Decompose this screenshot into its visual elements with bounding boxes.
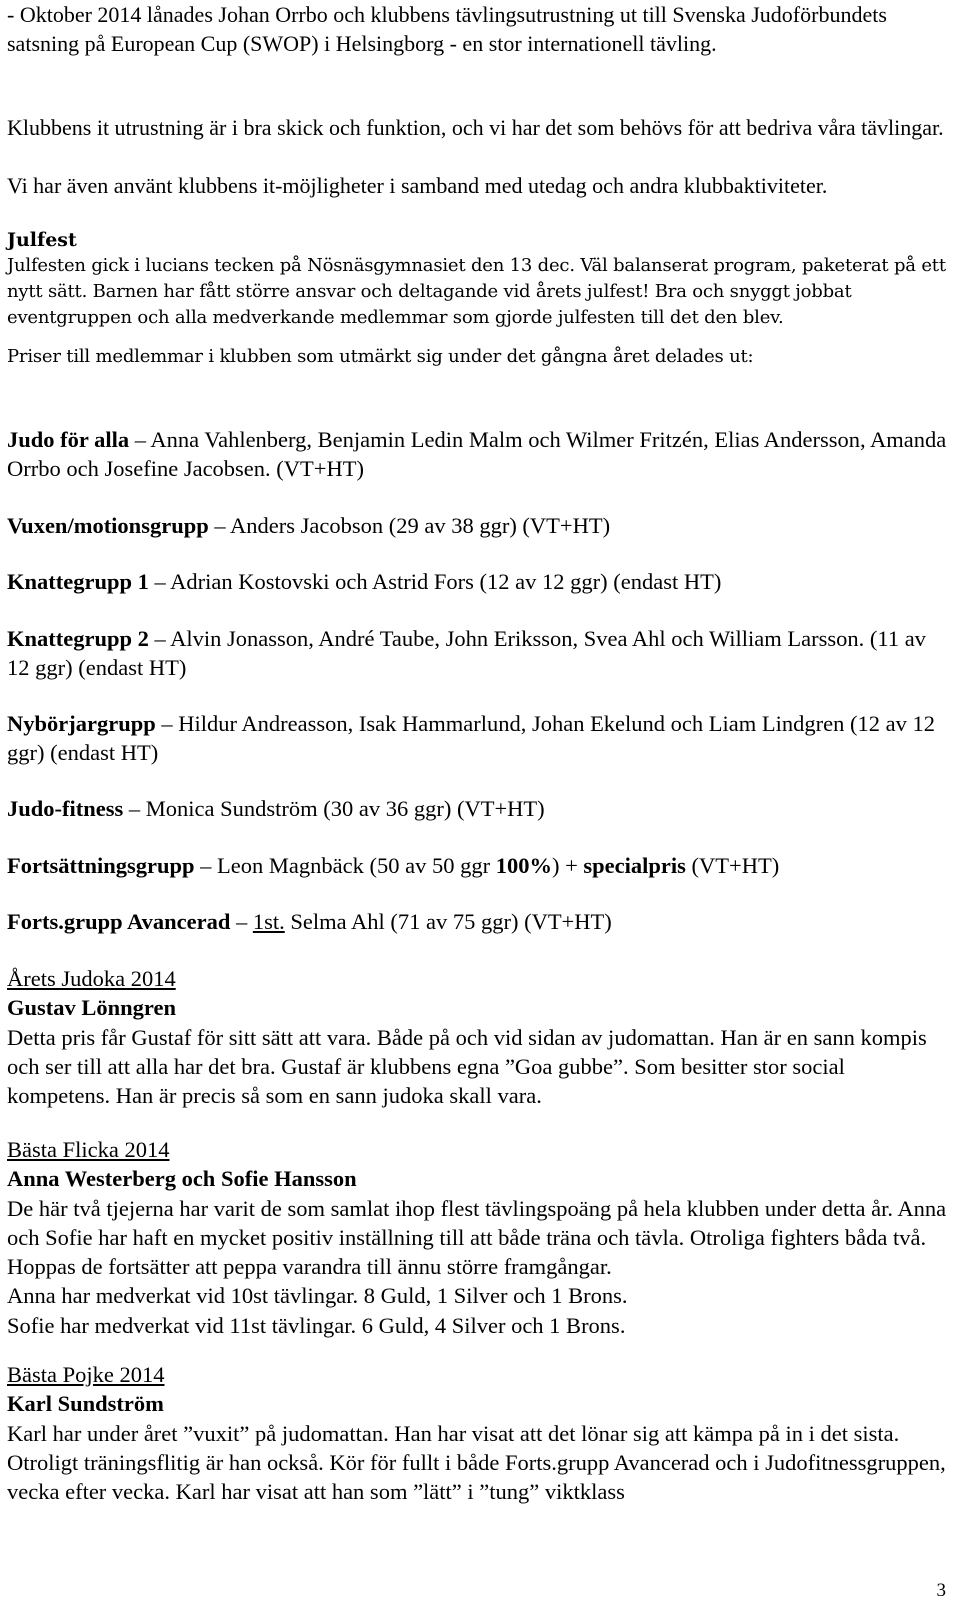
award-group: Nybörjargrupp — [7, 711, 156, 736]
basta-pojke-body: Karl har under året ”vuxit” på judomattan. Han har visat att det lönar sig att kämpa på in i det sista. Otroligt träningsflitig är han också. Kör för fullt i både Forts.grupp Avancerad och i Judofitnessgruppen, vecka efter vecka. Karl har visat att han som ”lätt” i ”tung” viktklass — [7, 1420, 946, 1505]
award-knattegrupp-2 — [7, 624, 952, 683]
award-nyborjargrupp — [7, 709, 952, 768]
award-dash: – — [148, 569, 171, 594]
basta-pojke-name: Karl Sundström — [7, 1391, 164, 1417]
award-forts-avancerad — [7, 907, 952, 936]
arets-judoka-body: Detta pris får Gustaf för sitt sätt att vara. Både på och vid sidan av judomattan. Han är en sann kompis och ser till att alla har det bra. Gustaf är klubbens egna ”Goa gubbe”. Som besitter stor social kompetens. Han är precis så som en sann judoka skall vara. — [7, 1024, 927, 1109]
award-dash: – — [123, 796, 146, 821]
award-judo-for-alla — [7, 425, 952, 484]
basta-pojke-title: Bästa Pojke 2014 — [7, 1362, 165, 1387]
award-dash: – — [148, 626, 171, 651]
award-dash: – — [230, 909, 253, 934]
award-text: Hildur Andreasson, Isak Hammarlund, Johan Ekelund och Liam Lindgren (12 av 12 ggr) (endast HT) — [7, 711, 935, 766]
award-group: Fortsättningsgrupp — [7, 853, 195, 878]
award-text-c: (VT+HT) — [685, 853, 780, 878]
award-special: specialpris — [583, 853, 686, 878]
award-percent: 100% — [495, 853, 552, 878]
award-group: Judo-fitness — [7, 796, 124, 821]
award-text: Alvin Jonasson, André Taube, John Eriksson, Svea Ahl och William Larsson. (11 av 12 ggr) (endast HT) — [7, 626, 926, 681]
award-text: Monica Sundström (30 av 36 ggr) (VT+HT) — [145, 796, 545, 821]
award-text: Anna Vahlenberg, Benjamin Ledin Malm och Wilmer Fritzén, Elias Andersson, Amanda Orrbo och Josefine Jacobsen. (VT+HT) — [7, 427, 947, 482]
basta-flicka-title: Bästa Flicka 2014 — [7, 1137, 170, 1162]
award-group: Knattegrupp 1 — [7, 569, 149, 594]
award-dash: – — [155, 711, 179, 736]
award-dash: – — [129, 427, 151, 452]
intro-oktober: - Oktober 2014 lånades Johan Orrbo och klubbens tävlingsutrustning ut till Svenska Judoförbundets satsning på European Cup (SWOP) i Helsingborg - en stor internationell tävling. — [7, 2, 887, 56]
page-number: 3 — [936, 1580, 946, 1601]
award-place: 1st. — [252, 909, 285, 934]
arets-judoka-section — [7, 964, 952, 1110]
award-judo-fitness — [7, 794, 952, 823]
basta-flicka-name: Anna Westerberg och Sofie Hansson — [7, 1166, 357, 1192]
award-knattegrupp-1 — [7, 567, 952, 596]
award-text: Anders Jacobson (29 av 38 ggr) (VT+HT) — [230, 513, 611, 538]
basta-flicka-section — [7, 1135, 952, 1340]
intro-it-equipment: Klubbens it utrustning är i bra skick och funktion, och vi har det som behövs för att bedriva våra tävlingar. — [7, 115, 944, 140]
julfest-heading: Julfest — [7, 229, 77, 251]
julfest-body: Julfesten gick i lucians tecken på Nösnäsgymnasiet den 13 dec. Väl balanserat program, paketerat på ett nytt sätt. Barnen har fått större ansvar och deltagande vid årets julfest! Bra och snyggt jobbat eventgruppen och alla medverkande medlemmar som gjorde julfesten till det den blev. — [7, 255, 946, 328]
basta-pojke-section — [7, 1360, 952, 1506]
award-vuxen — [7, 511, 952, 540]
award-text: Selma Ahl (71 av 75 ggr) (VT+HT) — [284, 909, 612, 934]
basta-flicka-anna: Anna har medverkat vid 10st tävlingar. 8 Guld, 1 Silver och 1 Brons. — [7, 1283, 628, 1309]
award-dash: – — [194, 853, 218, 878]
award-group: Judo för alla — [7, 427, 130, 452]
award-group: Knattegrupp 2 — [7, 626, 149, 651]
intro-it-activities: Vi har även använt klubbens it-möjligheter i samband med utedag och andra klubbaktiviteter. — [7, 173, 828, 198]
arets-judoka-name: Gustav Lönngren — [7, 995, 177, 1021]
arets-judoka-title: Årets Judoka 2014 — [7, 966, 176, 991]
award-group: Forts.grupp Avancerad — [7, 909, 231, 934]
award-dash: – — [208, 513, 230, 538]
basta-flicka-sofie: Sofie har medverkat vid 11st tävlingar. 6 Guld, 4 Silver och 1 Brons. — [7, 1312, 626, 1338]
award-text-b: ) + — [551, 853, 584, 878]
priser-intro: Priser till medlemmar i klubben som utmärkt sig under det gångna året delades ut: — [7, 346, 754, 367]
basta-flicka-body: De här två tjejerna har varit de som samlat ihop flest tävlingspoäng på hela klubben under detta år. Anna och Sofie har haft en mycket positiv inställning till att både träna och tävla. Otroliga fighters båda två. Hoppas de fortsätter att peppa varandra till ännu större framgångar. — [7, 1195, 947, 1280]
award-text: Adrian Kostovski och Astrid Fors (12 av 12 ggr) (endast HT) — [170, 569, 722, 594]
award-text: Leon Magnbäck (50 av 50 ggr — [217, 853, 496, 878]
award-fortsattningsgrupp — [7, 851, 952, 880]
award-group: Vuxen/motionsgrupp — [7, 513, 209, 538]
